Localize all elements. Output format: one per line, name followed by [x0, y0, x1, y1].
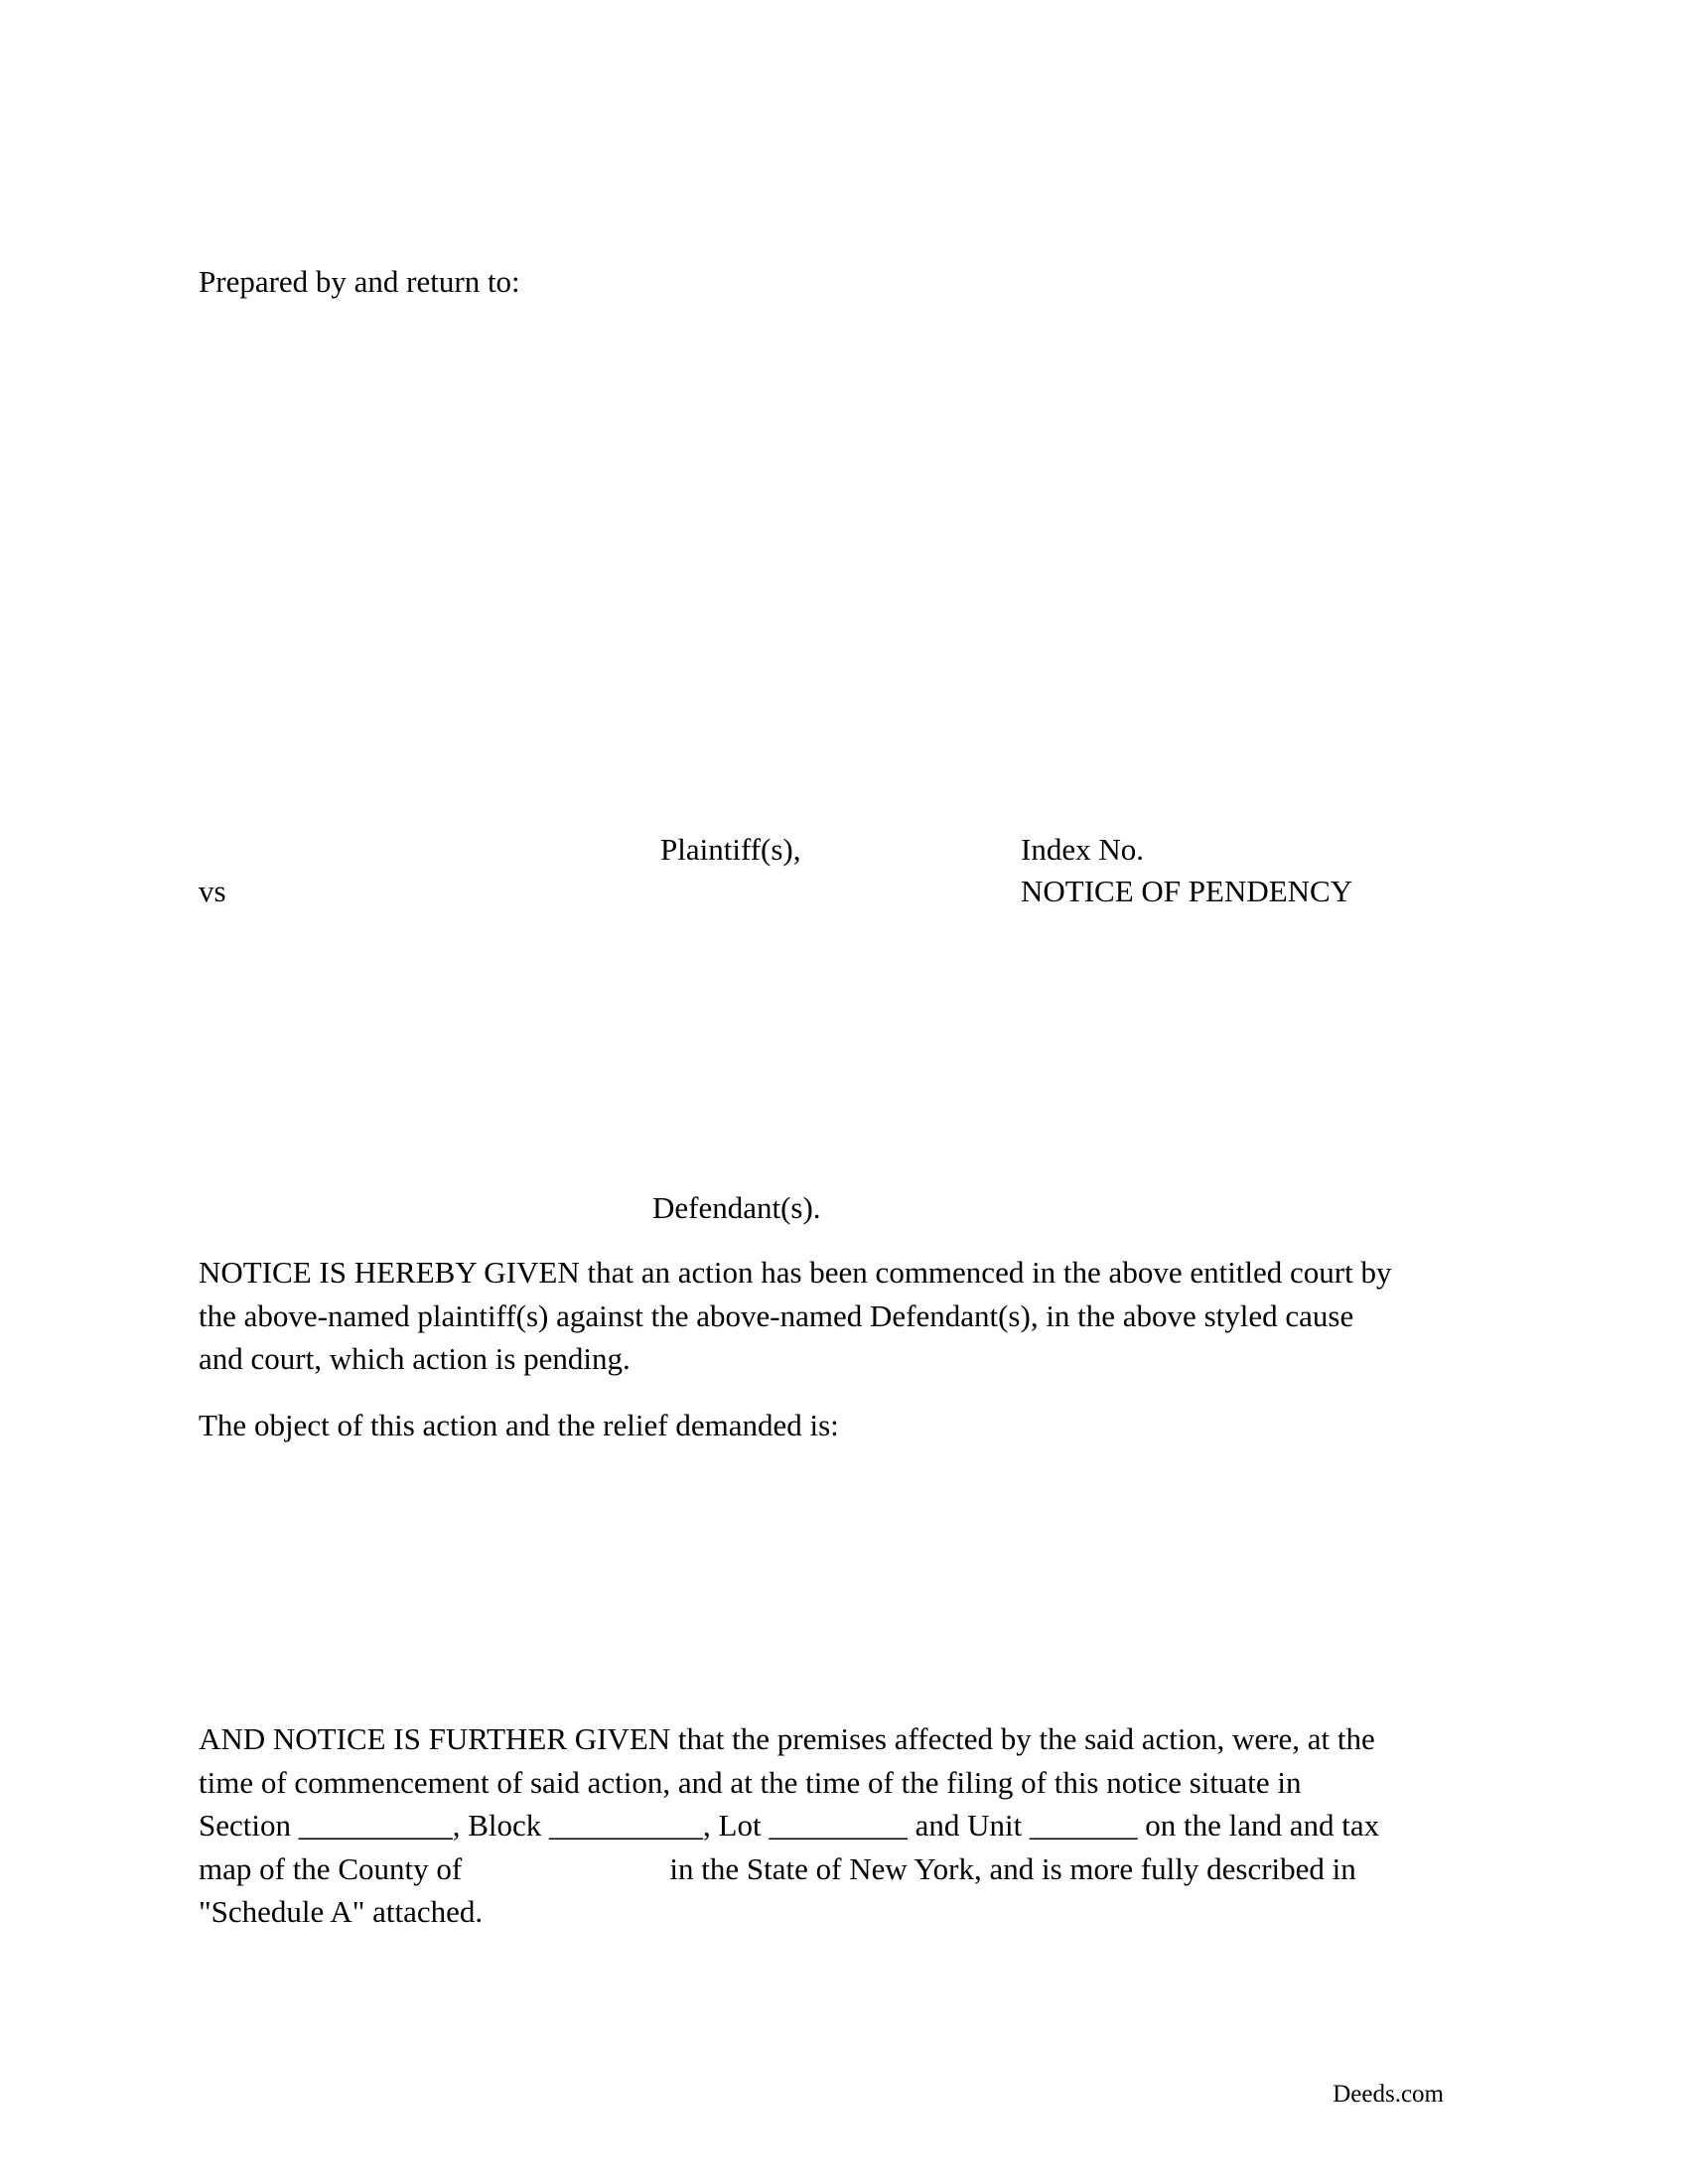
further-notice-paragraph: [199, 1717, 1489, 1934]
further-notice-line: Section __________, Block __________, Lot _________ and Unit _______ on the land and tax: [199, 1808, 1380, 1843]
index-number-label: Index No.: [1021, 832, 1144, 867]
object-of-action-label: The object of this action and the relief demanded is:: [199, 1408, 839, 1442]
plaintiff-label: Plaintiff(s),: [660, 832, 801, 867]
further-notice-line: time of commencement of said action, and at the time of the filing of this notice situate in: [199, 1764, 1302, 1800]
further-notice-line: "Schedule A" attached.: [199, 1894, 484, 1929]
further-notice-line: map of the County of in the State of New York, and is more fully described in: [199, 1850, 1356, 1886]
further-notice-line: AND NOTICE IS FURTHER GIVEN that the premises affected by the said action, were, at the: [199, 1721, 1375, 1756]
notice-paragraph: [199, 1251, 1489, 1381]
notice-line: the above-named plaintiff(s) against the above-named Defendant(s), in the above styled cause: [199, 1297, 1354, 1333]
versus-label: vs: [199, 874, 226, 908]
prepared-by-label: Prepared by and return to:: [199, 264, 520, 299]
notice-line: NOTICE IS HEREBY GIVEN that an action has been commenced in the above entitled court by: [199, 1255, 1392, 1290]
defendant-label: Defendant(s).: [652, 1190, 821, 1225]
document-title: NOTICE OF PENDENCY: [1021, 874, 1353, 908]
footer-brand: Deeds.com: [1333, 2081, 1444, 2108]
notice-line: and court, which action is pending.: [199, 1341, 631, 1376]
